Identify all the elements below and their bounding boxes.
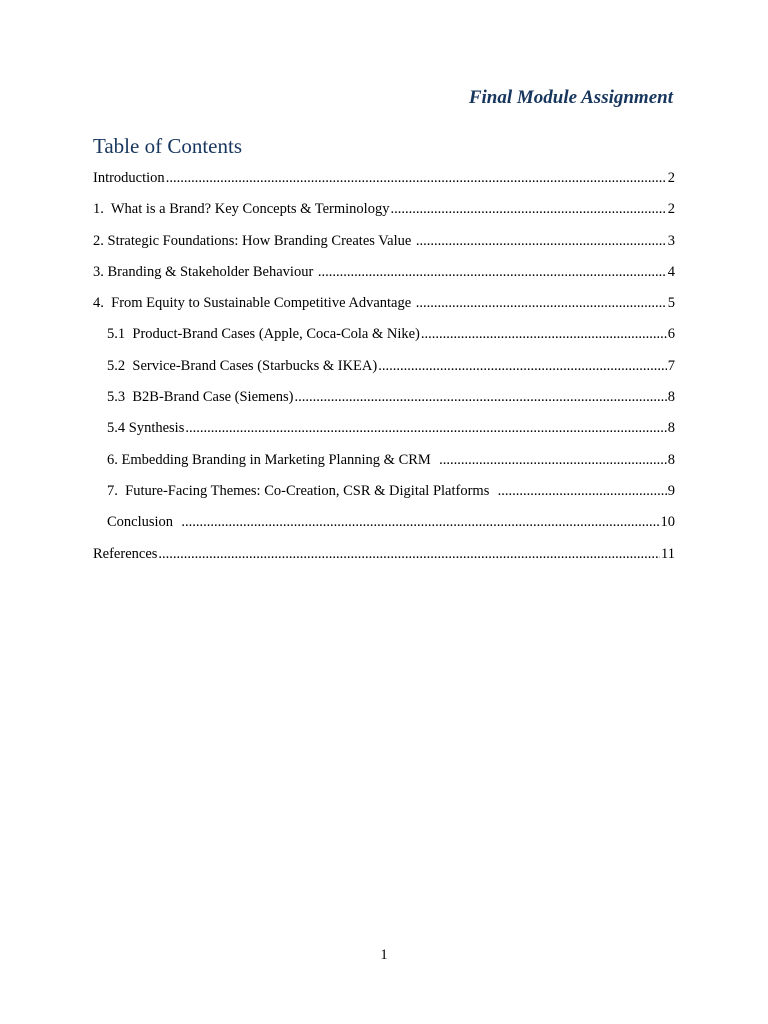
dot-leader	[390, 198, 666, 220]
toc-entry-label: 5.4 Synthesis	[107, 420, 185, 437]
toc-entry-page: 8	[667, 451, 675, 468]
toc-entry-section-5-1[interactable]	[93, 323, 675, 354]
toc-entry-section-6[interactable]	[93, 449, 675, 480]
dot-leader	[294, 386, 666, 408]
toc-entry-page: 10	[660, 514, 675, 531]
toc-entry-section-5-2[interactable]	[93, 355, 675, 386]
toc-entry-label: 5.2 Service-Brand Cases (Starbucks & IKEA)	[107, 357, 378, 374]
toc-entry-section-4[interactable]	[93, 292, 675, 323]
toc-entry-section-2[interactable]	[93, 230, 675, 261]
toc-entry-page: 2	[667, 201, 675, 218]
toc-entry-label: Introduction	[93, 170, 165, 186]
toc-entry-page: 5	[667, 295, 675, 312]
toc-entry-section-1[interactable]	[93, 198, 675, 229]
dot-leader	[166, 167, 667, 189]
toc-entry-section-5-4[interactable]	[93, 417, 675, 448]
toc-entry-page: 11	[661, 545, 675, 562]
toc-entry-label: 2. Strategic Foundations: How Branding Creates Value	[93, 232, 415, 249]
toc-entry-page: 8	[667, 389, 675, 406]
dot-leader	[416, 292, 667, 314]
toc-entry-page: 8	[667, 420, 675, 437]
toc-entry-page: 7	[667, 357, 675, 374]
toc-entry-label: 5.1 Product-Brand Cases (Apple, Coca-Cola & Nike)	[107, 326, 420, 343]
toc-entry-conclusion[interactable]	[93, 511, 675, 542]
toc-entry-page: 3	[667, 232, 675, 249]
document-title: Final Module Assignment	[468, 87, 673, 108]
toc-entry-introduction[interactable]	[93, 167, 675, 198]
toc-entry-references[interactable]	[93, 543, 675, 574]
toc-entry-label: References	[93, 545, 158, 562]
dot-leader	[439, 449, 667, 471]
dot-leader	[416, 230, 667, 252]
table-of-contents	[93, 167, 675, 574]
dot-leader	[498, 480, 667, 502]
dot-leader	[421, 323, 667, 345]
dot-leader	[158, 543, 660, 565]
page-number: 1	[380, 947, 388, 963]
toc-entry-label: Conclusion	[107, 514, 181, 531]
dot-leader	[181, 511, 659, 533]
toc-entry-page: 6	[667, 326, 675, 343]
toc-entry-section-3[interactable]	[93, 261, 675, 292]
toc-entry-page: 2	[667, 170, 675, 186]
dot-leader	[318, 261, 667, 283]
toc-entry-page: 9	[667, 482, 675, 499]
toc-entry-label: 3. Branding & Stakeholder Behaviour	[93, 263, 317, 280]
toc-entry-label: 7. Future-Facing Themes: Co-Creation, CSR & Digital Platforms	[107, 482, 497, 499]
toc-entry-label: 4. From Equity to Sustainable Competitive Advantage	[93, 295, 415, 312]
toc-entry-section-5-3[interactable]	[93, 386, 675, 417]
dot-leader	[378, 355, 667, 377]
toc-entry-section-7[interactable]	[93, 480, 675, 511]
toc-entry-label: 6. Embedding Branding in Marketing Planning & CRM	[107, 451, 439, 468]
dot-leader	[185, 417, 666, 439]
toc-entry-label: 5.3 B2B-Brand Case (Siemens)	[107, 389, 294, 406]
toc-entry-label: 1. What is a Brand? Key Concepts & Terminology	[93, 201, 390, 218]
toc-heading: Table of Contents	[93, 134, 242, 158]
toc-entry-page: 4	[667, 263, 675, 280]
